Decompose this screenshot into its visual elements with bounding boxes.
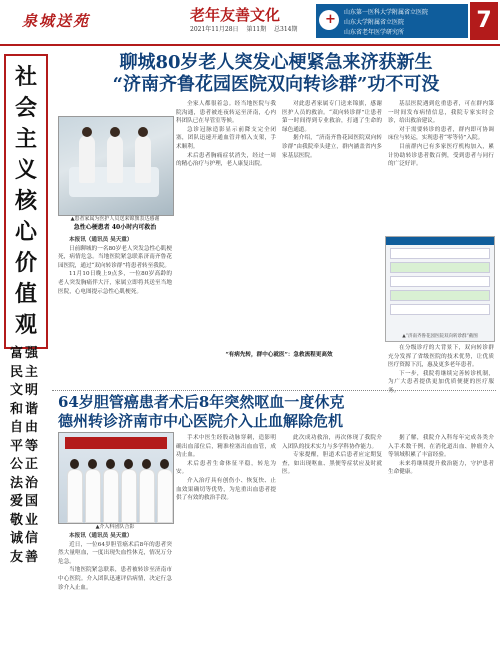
- screenshot-message: [390, 248, 490, 259]
- photo-doctor-shape: [85, 469, 101, 523]
- value-item: 敬业: [9, 512, 40, 528]
- article2-headline-line1: 64岁胆管癌患者术后8年突然呕血一度休克: [58, 393, 345, 411]
- paragraph: 全家人都很着急。经当地医院与我院沟通，患者被连夜转运至济南，心内科团队已在导管室等候。: [176, 101, 276, 125]
- paragraph: 11月10日晚上9点多，一位80岁高龄的老人突发胸痛伴大汗，家属立即将其送至当地医院，心电图提示急性心肌梗死。: [58, 271, 172, 295]
- paragraph: 对于需要转诊的患者，群内即可协调床位与转运，实现患者“零等待”入院。: [388, 126, 494, 142]
- article1-byline: 本报讯（通讯员 吴天重）: [69, 237, 133, 243]
- issue-date: 2021年11月28日: [190, 26, 239, 33]
- publication-title: 老年友善文化: [190, 6, 281, 24]
- article1-subhead-center: “有病先转，群中心就医”：急救流程更高效: [225, 352, 333, 358]
- screenshot-message: [390, 262, 490, 273]
- hospital-logo-icon: [319, 10, 339, 30]
- article1-headline-line2: “济南齐鲁花园医院双向转诊群”功不可没: [112, 74, 440, 95]
- paragraph: 未来将继续提升救治能力，守护患者生命健康。: [388, 460, 494, 476]
- paragraph: 据介绍，“济南齐鲁花园医院双向转诊群”由我院牵头建立，群内涵盖省内多家基层医院。: [282, 135, 382, 159]
- photo-person-shape: [135, 135, 151, 183]
- value-item: 爱国: [9, 494, 40, 509]
- value-item: 文明: [9, 383, 40, 398]
- sidebar-title-char: 价: [14, 251, 37, 276]
- masthead: 泉城送苑: [22, 12, 91, 30]
- paragraph: 在分级诊疗的大背景下，双向转诊群充分发挥了省级医院的技术优势，让优质医疗资源下沉，惠及更多老年患者。: [388, 345, 494, 369]
- article1-column-5: [388, 344, 494, 394]
- issue-info: [190, 24, 303, 33]
- hospital-banner: [316, 4, 468, 38]
- article1-photo: [58, 116, 174, 216]
- paragraph: 术后患者胸痛症状消失，经过一周的精心治疗与护理，老人康复出院。: [176, 152, 276, 168]
- article1-headline: [58, 52, 494, 96]
- article1-photo-caption: ▲患者家属为医护人员送来锦旗表达感谢: [70, 216, 160, 222]
- photo-head-shape: [138, 127, 148, 137]
- article1-headline-line1: 聊城80岁老人突发心梗紧急来济获新生: [119, 52, 433, 73]
- photo-doctor-shape: [67, 469, 83, 523]
- sidebar-title-char: 值: [14, 282, 37, 307]
- value-item: 诚信: [9, 531, 40, 546]
- paragraph: 对此患者家属专门送来锦旗，感谢医护人员的救治。“双向转诊群”让患者第一时间得到专业救治，打通了生命的绿色通道。: [282, 101, 382, 133]
- issue-total: 总314期: [274, 26, 298, 33]
- value-item: 民主: [9, 364, 40, 380]
- hospital-line-3: 山东省老年医学研究所: [344, 29, 405, 36]
- photo-head-shape: [160, 459, 169, 469]
- article2-photo: [58, 432, 174, 524]
- article2-headline-line2: 德州转诊济南市中心医院介入止血解除危机: [58, 412, 344, 430]
- photo-doctor-shape: [139, 469, 155, 523]
- photo-person-shape: [79, 135, 95, 183]
- value-item: 自由: [9, 420, 40, 435]
- sidebar-title-char: 会: [14, 96, 37, 121]
- photo-head-shape: [106, 459, 115, 469]
- paragraph: 当地医院紧急联系，患者被转诊至济南市中心医院。介入团队迅速评估病情，决定行急诊介入止血。: [58, 567, 172, 591]
- article2-headline: [58, 393, 494, 431]
- photo-doctor-shape: [121, 469, 137, 523]
- value-item: 富强: [9, 346, 40, 361]
- value-item: 和谐: [9, 401, 40, 417]
- paragraph: 目前群内已有多家医疗机构加入，累计协助转诊患者数百例，受到患者与同行的广泛好评。: [388, 143, 494, 168]
- article1-column-3: [282, 100, 382, 346]
- paragraph: 近日，一位64岁胆管癌术后8年的患者突然大量呕血，一度出现失血性休克，情况万分危急。: [58, 541, 172, 565]
- screenshot-message: [390, 290, 490, 301]
- paragraph: 下一步，我院将继续完善转诊机制，为广大患者提供更加优质便捷的医疗服务。: [388, 370, 494, 394]
- article2-byline: 本报讯（通讯员 吴天重）: [69, 533, 133, 539]
- core-values-sidebar: [0, 50, 48, 669]
- page-header: [0, 0, 500, 46]
- paragraph: 此次成功救治，再次体现了我院介入团队的技术实力与多学科协作能力。: [282, 435, 382, 450]
- sidebar-title-char: 核: [14, 189, 37, 214]
- paragraph: 据了解，我院介入科每年完成各类介入手术数千例，在消化道出血、肿瘤介入等领域积累了丰富经验。: [388, 435, 494, 459]
- photo-doctor-shape: [103, 469, 119, 523]
- value-item: 公正: [9, 457, 40, 472]
- article1-subhead-left: 急性心梗患者 40小时内可救治: [73, 224, 157, 231]
- hospital-line-2: 山东大学附属省立医院: [344, 19, 405, 26]
- paragraph: 急诊冠脉造影显示前降支完全闭塞，团队迅速开通血管并植入支架，手术顺利。: [176, 126, 276, 150]
- article1-column-2: [176, 100, 276, 346]
- screenshot-caption: ▲“济南齐鲁花园医院双向转诊群”截图: [402, 334, 478, 339]
- sidebar-title-char: 义: [14, 158, 37, 183]
- value-item: 友善: [9, 549, 40, 565]
- photo-head-shape: [110, 127, 120, 137]
- issue-number: 第11期: [246, 26, 267, 33]
- transfer-group-screenshot: [385, 236, 495, 342]
- photo-head-shape: [124, 459, 133, 469]
- photo-head-shape: [142, 459, 151, 469]
- article-divider: [52, 390, 496, 391]
- article2-photo-caption: ▲介入科团队合影: [95, 524, 135, 530]
- article1-column-4: [388, 100, 494, 232]
- photo-head-shape: [88, 459, 97, 469]
- paragraph: 术后患者生命体征平稳，转危为安。: [176, 460, 276, 476]
- photo-head-shape: [82, 127, 92, 137]
- sidebar-title-char: 主: [14, 127, 37, 152]
- value-item: 平等: [9, 438, 40, 454]
- sidebar-title-char: 心: [14, 220, 37, 245]
- article2-column-2: [176, 434, 276, 664]
- sidebar-title-char: 社: [14, 65, 37, 90]
- article2-column-4: [388, 434, 494, 664]
- sidebar-title: [4, 54, 48, 349]
- page-number: 7: [470, 2, 498, 40]
- article2-column-1: [58, 532, 172, 664]
- hospital-line-1: 山东第一医科大学附属省立医院: [344, 9, 429, 16]
- paragraph: 日前聊城的一名80岁老人突发急性心肌梗死，病情危急。当地医院紧急联系济南齐鲁花园医院，通过“双向转诊群”将患者转至我院。: [58, 245, 172, 269]
- screenshot-message: [390, 276, 490, 287]
- photo-banner-shape: [65, 437, 167, 449]
- screenshot-message: [390, 304, 490, 315]
- article1-column-1: [58, 236, 172, 386]
- sidebar-values: [3, 345, 47, 567]
- paragraph: 介入治疗具有创伤小、恢复快、止血效果确切等优势，为危重出血患者提供了有效的救治手段。: [176, 477, 276, 502]
- screenshot-title-bar: [386, 237, 494, 245]
- sidebar-title-char: 观: [14, 313, 37, 338]
- photo-person-shape: [107, 135, 123, 183]
- paragraph: 专家提醒，胆道术后患者应定期复查，如出现呕血、黑便等症状应及时就医。: [282, 452, 382, 476]
- paragraph: 基层医院遇到危重患者，可在群内第一时间发布病情信息，我院专家实时会诊，给出救治建议。: [388, 101, 494, 125]
- photo-doctor-shape: [157, 469, 173, 523]
- photo-head-shape: [70, 459, 79, 469]
- value-item: 法治: [9, 475, 40, 491]
- article2-column-3: [282, 434, 382, 664]
- paragraph: 手术中医生经股动脉穿刺，造影明确出血部位后，精准栓塞出血血管，成功止血。: [176, 435, 276, 459]
